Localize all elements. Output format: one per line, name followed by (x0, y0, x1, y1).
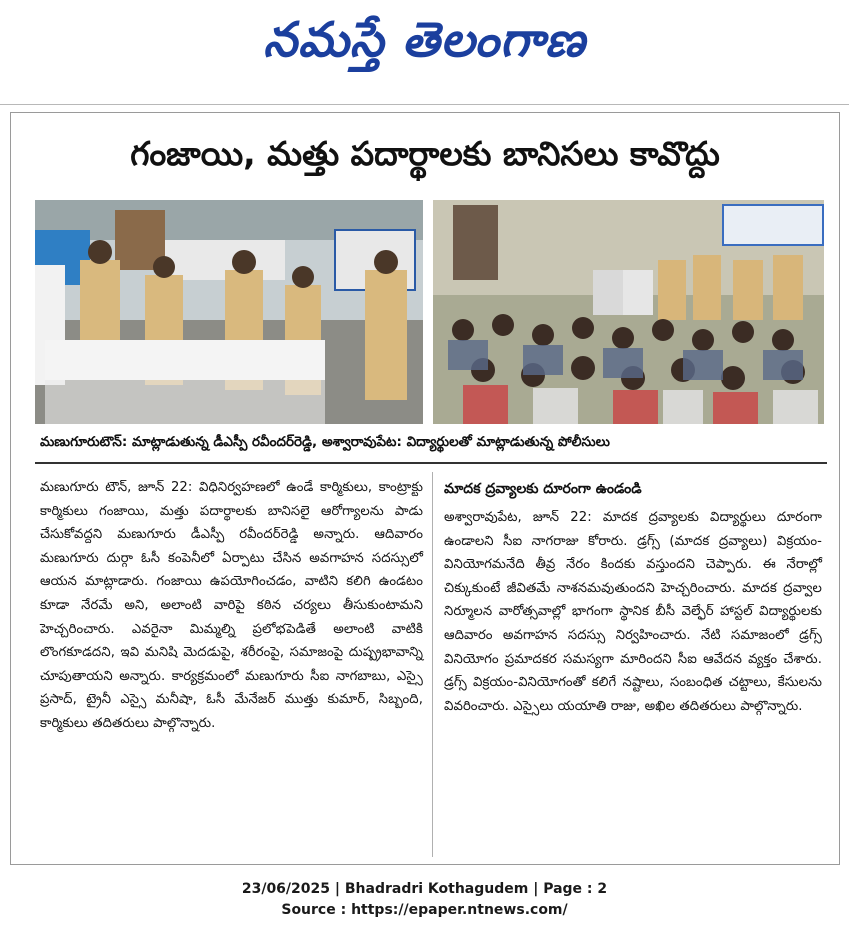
photo-students-meeting (433, 200, 824, 424)
column-divider (432, 472, 433, 857)
footer-source-link[interactable]: Source : https://epaper.ntnews.com/ (281, 902, 568, 918)
masthead (0, 0, 849, 100)
article-body-left: మణుగూరు టౌన్, జూన్ 22: విధినిర్వహణలో ఉండే కార్మికులు, కాంట్రాక్టు కార్మికులు గంజాయి, మత్తు పదార్థాలకు బానిసలై ఆరోగ్యాలను పాడు చేసుకోవద్దని మణుగూరు డీఎస్పీ రవీందర్‌రెడ్డి అన్నారు. ఆదివారం మణుగూరు దుర్గా ఓసీ కంపెనీలో ఏర్పాటు చేసిన అవగాహన సదస్సులో ఆయన మాట్లాడారు. గంజాయి ఉపయోగించడం, వాటిని కలిగి ఉండటం కూడా నేరమే అని, అలాంటి వారిపై కఠిన చర్యలు తీసుకుంటామని హెచ్చరించారు. ఎవరైనా మిమ్మల్ని ప్రలోభపెడితే అలాంటి వాటికి లొంగకూడదని, ఇవి మనిషి మెదడుపై, శరీరంపై, సమాజంపై దుష్ప్రభావాన్ని చూపుతాయని అన్నారు. కార్యక్రమంలో మణుగూరు సీఐ నాగబాబు, ఎస్సై ప్రసాద్, ట్రైనీ ఎస్సై మనీషా, ఓసీ మేనేజర్ ముత్తు కుమార్, సిబ్బంది, కార్మికులు తదితరులు పాల్గొన్నారు. (40, 480, 423, 731)
photo-dsp-addressing (35, 200, 423, 424)
article-body-right: అశ్వారావుపేట, జూన్ 22: మాదక ద్రవ్యాలకు విద్యార్థులు దూరంగా ఉండాలని సీఐ నాగరాజు కోరారు. డ్రగ్స్ (మాదక ద్రవ్యాలు) విక్రయం-వినియోగమనేది తీవ్ర నేరం కిందకు వస్తుందని చెప్పారు. ఈ నేరాల్లో చిక్కుకుంటే జీవితమే నాశనమవుతుందని హెచ్చరించారు. మాదక ద్రవ్వాల నిర్మూలన వారోత్సవాల్లో భాగంగా స్థానిక బీసీ వెల్ఫేర్ హాస్టల్ విద్యార్థులకు ఆదివారం అవగాహన సదస్సు నిర్వహించారు. నేటి సమాజంలో డ్రగ్స్ వినియోగం ప్రమాదకర సమస్యగా మారిందని సీఐ ఆవేదన వ్యక్తం చేశారు. డ్రగ్స్ విక్రయం-వినియోగంతో కలిగే నష్టాలు, సంబంధిత చట్టాలు, కేసులను వివరించారు. ఎస్సైలు యయాతి రాజు, అఖిల తదితరులు పాల్గొన్నారు. (444, 510, 822, 714)
masthead-logo: నమస్తే తెలంగాణ (263, 12, 586, 68)
footer-date-edition: 23/06/2025 | Bhadradri Kothagudem | Page : 2 (241, 881, 608, 897)
right-subheadline: మాదక ద్రవ్యాలకు దూరంగా ఉండండి (444, 481, 642, 497)
caption-divider (35, 462, 827, 464)
photo-2-illustration (433, 200, 824, 424)
article-headline: గంజాయి, మత్తు పదార్థాలకు బానిసలు కావొద్దు (130, 134, 720, 173)
photo-1-illustration (35, 200, 423, 424)
masthead-divider (0, 104, 849, 105)
photo-caption: మణుగూరుటౌన్: మాట్లాడుతున్న డీఎస్పీ రవీందర్‌రెడ్డి, అశ్వారావుపేట: విద్యార్థులతో మాట్లాడుతున్న పోలీసులు (40, 434, 610, 450)
